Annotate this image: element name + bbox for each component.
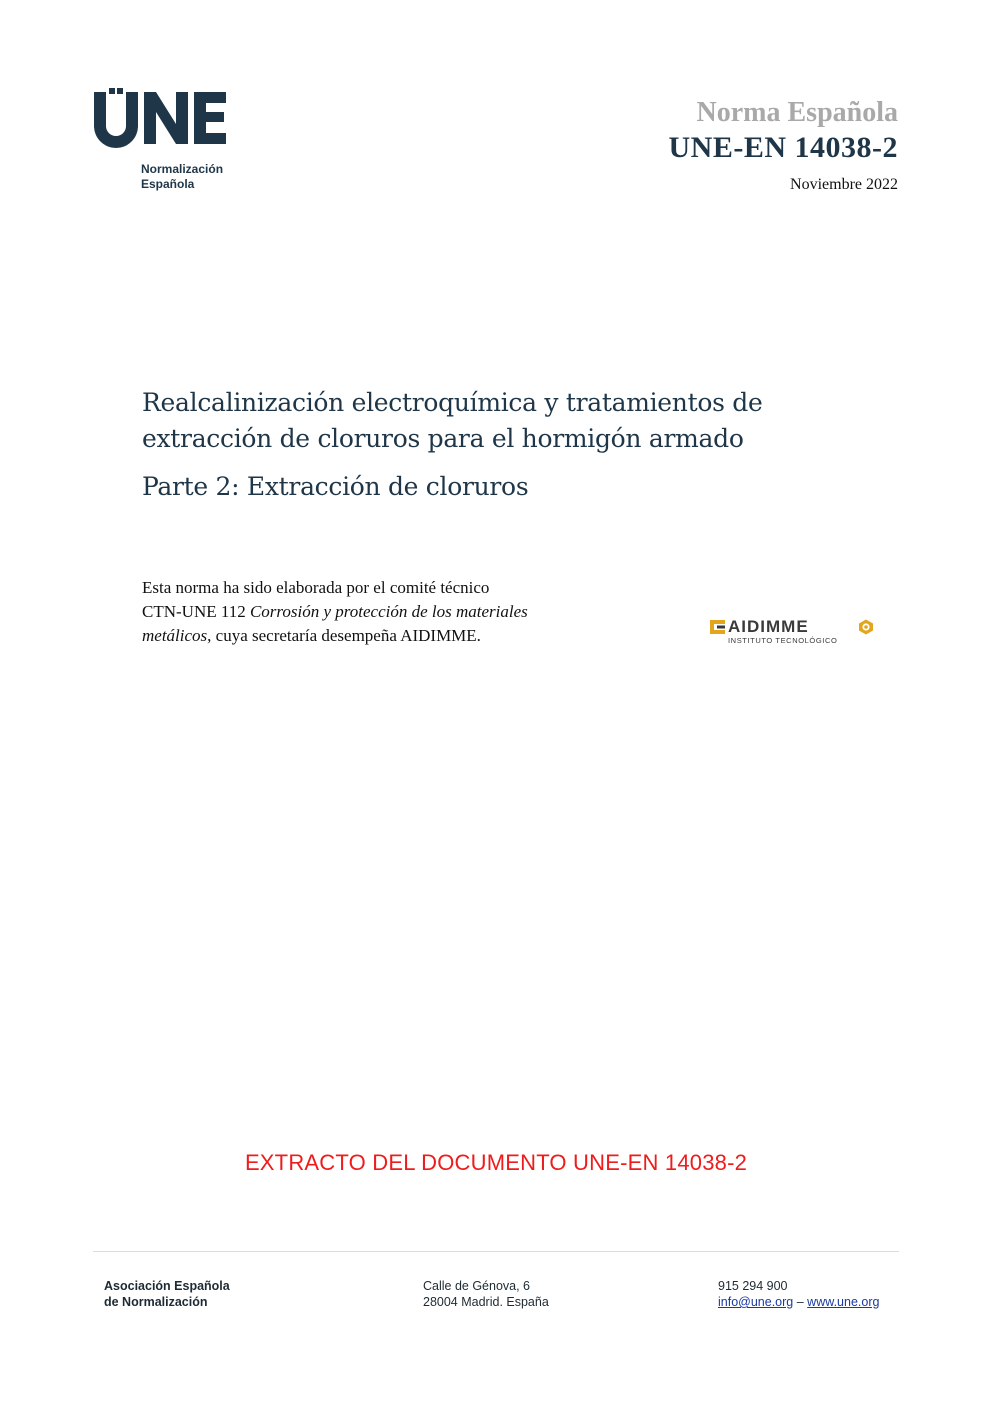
footer-address-line1: Calle de Génova, 6 — [423, 1279, 531, 1293]
une-logo-mark — [92, 88, 228, 148]
committee-code: CTN-UNE 112 — [142, 602, 246, 621]
title-line-2: extracción de cloruros para el hormigón armado — [142, 424, 744, 453]
footer-link-separator: – — [796, 1295, 804, 1309]
une-logo-subtitle-line2: Española — [141, 177, 195, 191]
footer-phone: 915 294 900 — [718, 1279, 788, 1293]
footer-organization — [104, 1278, 230, 1310]
committee-name-part2: metálicos — [142, 626, 208, 645]
footer-email-link[interactable]: info@une.org — [718, 1295, 794, 1309]
footer-org-line2: de Normalización — [104, 1295, 208, 1309]
footer-divider — [93, 1251, 899, 1252]
committee-statement — [142, 576, 622, 648]
title-part: Parte 2: Extracción de cloruros — [142, 472, 529, 501]
standard-date: Noviembre 2022 — [790, 176, 898, 193]
aidimme-logo — [710, 618, 880, 650]
une-logo-subtitle — [141, 162, 223, 192]
committee-name-part1: Corrosión y protección de los materiales — [249, 602, 528, 621]
footer-address-line2: 28004 Madrid. España — [423, 1295, 549, 1309]
standard-code: UNE-EN 14038-2 — [668, 131, 898, 164]
title-line-1: Realcalinización electroquímica y tratamientos de — [142, 388, 763, 417]
footer-links — [718, 1294, 879, 1310]
une-logo — [92, 88, 242, 198]
aidimme-name: AIDIMME — [728, 617, 809, 636]
aidimme-tagline: INSTITUTO TECNOLÓGICO — [728, 636, 838, 645]
extract-banner: EXTRACTO DEL DOCUMENTO UNE-EN 14038-2 — [244, 1150, 748, 1175]
committee-tail: , cuya secretaría desempeña AIDIMME. — [207, 626, 481, 645]
footer-website-link[interactable]: www.une.org — [807, 1295, 880, 1309]
committee-line1: Esta norma ha sido elaborada por el comité técnico — [142, 578, 490, 597]
standard-header — [669, 96, 899, 194]
footer-contact — [718, 1278, 879, 1310]
footer-address — [423, 1278, 549, 1310]
aidimme-hexagon-icon — [858, 619, 874, 635]
footer-org-line1: Asociación Española — [104, 1279, 230, 1293]
standard-label: Norma Española — [696, 97, 898, 128]
aidimme-bracket-icon — [710, 620, 725, 634]
une-logo-subtitle-line1: Normalización — [141, 162, 224, 176]
document-title — [142, 385, 762, 505]
